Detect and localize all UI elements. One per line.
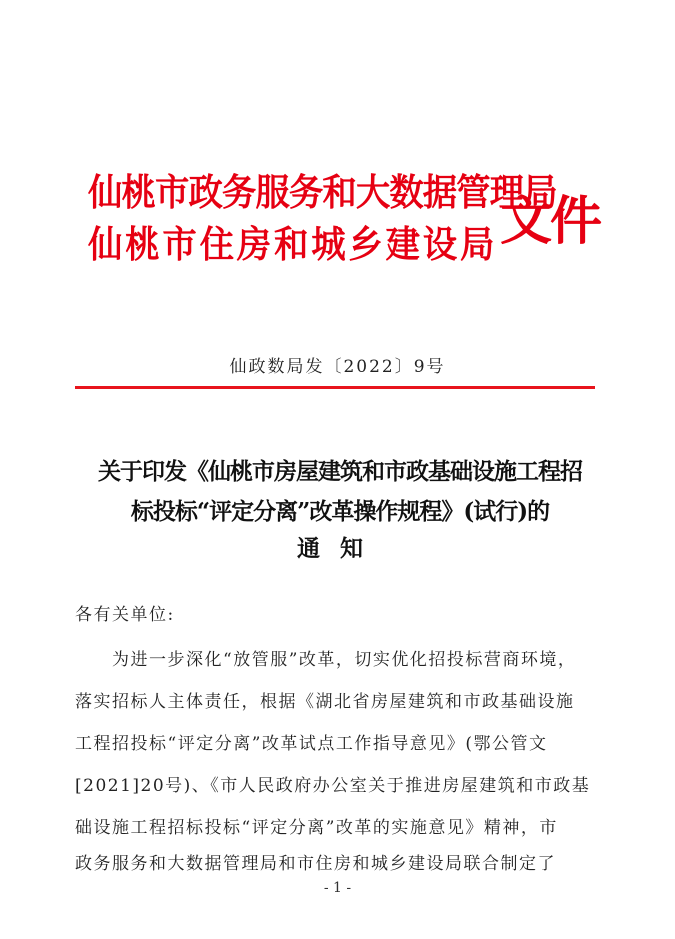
document-word: 文件 xyxy=(500,191,601,252)
body-line: 工程招投标“评定分离”改革试点工作指导意见》(鄂公管文 xyxy=(75,734,548,754)
issuer-line-2: 仙桃市住房和城乡建设局 xyxy=(88,222,498,266)
issuer-line-1: 仙桃市政务服务和大数据管理局 xyxy=(88,170,557,214)
body-line: 落实招标人主体责任，根据《湖北省房屋建筑和市政基础设施 xyxy=(75,692,575,712)
document-number: 仙政数局发〔2022〕9号 xyxy=(229,357,446,377)
document-header xyxy=(88,170,608,300)
title-line-1: 关于印发《仙桃市房屋建筑和市政基础设施工程招 xyxy=(98,458,582,485)
page-number: - 1 - xyxy=(323,880,352,896)
body-line: 政务服务和大数据管理局和市住房和城乡建设局联合制定了 xyxy=(75,854,556,874)
title-line-3: 通知 xyxy=(297,535,383,562)
red-divider xyxy=(75,386,595,389)
body-line: 为进一步深化“放管服”改革，切实优化招投标营商环境， xyxy=(75,650,577,670)
title-line-2: 标投标“评定分离”改革操作规程》(试行)的 xyxy=(130,498,550,525)
body-line: 础设施工程招标投标“评定分离”改革的实施意见》精神，市 xyxy=(75,818,558,838)
body-line: [2021]20号)、《市人民政府办公室关于推进房屋建筑和市政基 xyxy=(75,776,591,796)
salutation: 各有关单位: xyxy=(75,605,175,625)
